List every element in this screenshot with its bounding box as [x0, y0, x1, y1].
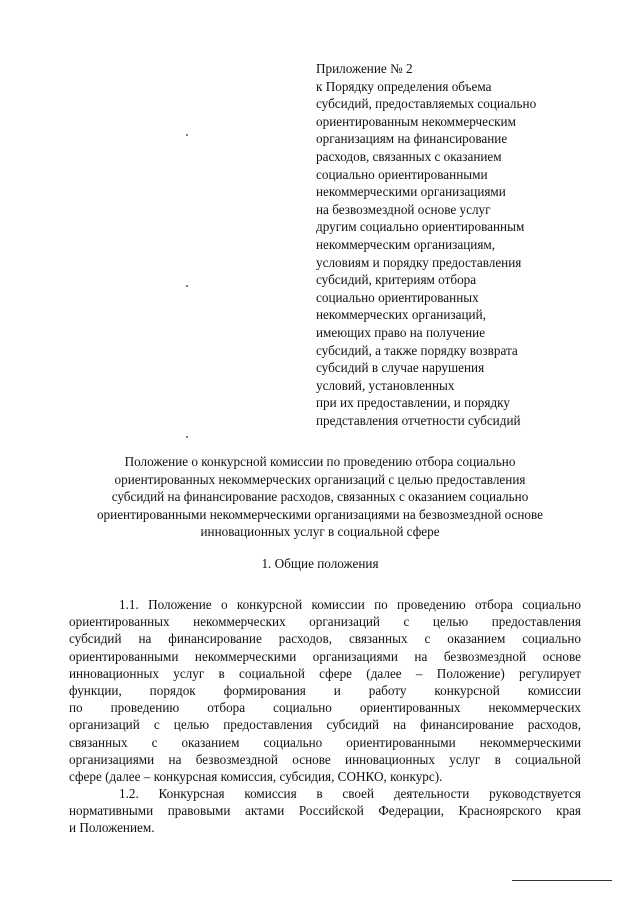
paragraph-2-line: и Положением. [69, 820, 155, 836]
annex-line: к Порядку определения объема [316, 78, 492, 94]
annex-line: организациям на финансирование [316, 131, 508, 147]
scan-speck [186, 134, 188, 136]
paragraph-1-line: организаций с целью предоставления субсидий на финансирование расходов, [69, 717, 581, 733]
annex-line: ориентированным некоммерческим [316, 113, 516, 129]
document-title-line: инновационных услуг в социальной сфере [200, 524, 440, 540]
document-title [60, 453, 580, 541]
annex-line: на безвозмездной основе услуг [316, 201, 491, 217]
section-heading: 1. Общие положения [261, 556, 379, 571]
annex-line: при их предоставлении, и порядку [316, 395, 510, 411]
paragraph-1-line: функции, порядок формирования и работу конкурсной комиссии [69, 682, 581, 698]
paragraph-1-line: субсидий на финансирование расходов, связанных с оказанием социально [69, 631, 581, 647]
scan-speck [186, 285, 188, 287]
paragraph-1-line: сфере (далее – конкурсная комиссия, субсидия, СОНКО, конкурс). [69, 768, 443, 784]
annex-line: социально ориентированными [316, 166, 488, 182]
document-title-line: Положение о конкурсной комиссии по проведению отбора социально [124, 454, 516, 469]
paragraph-1-line: ориентированных некоммерческих организаций с целью предоставления [69, 614, 581, 630]
scan-speck [186, 436, 188, 438]
annex-line: субсидий, а также порядку возврата [316, 342, 518, 358]
annex-line: некоммерческими организациями [316, 184, 506, 200]
paragraph-1-line: инновационных услуг в социальной сфере (далее – Положение) регулирует [69, 665, 581, 681]
annex-line: имеющих право на получение [316, 324, 486, 340]
annex-block [316, 60, 536, 429]
paragraph-1-line: связанных с оказанием социально ориентированными некоммерческими [69, 734, 581, 750]
annex-line: некоммерческим организациям, [316, 236, 496, 252]
document-title-line: ориентированными некоммерческими организациями на безвозмездной основе [96, 506, 544, 522]
document-title-line: ориентированных некоммерческих организаций с целью предоставления [114, 471, 526, 487]
annex-line: субсидий, предоставляемых социально [316, 96, 537, 112]
annex-line: другим социально ориентированным [316, 219, 525, 235]
document-title-line: субсидий на финансирование расходов, связанных с оказанием социально [111, 489, 529, 505]
annex-line: представления отчетности субсидий [316, 412, 521, 428]
paragraph-2-line: 1.2. Конкурсная комиссия в своей деятельности руководствуется [119, 786, 581, 802]
annex-line: некоммерческих организаций, [316, 307, 486, 323]
annex-line: социально ориентированных [316, 289, 479, 305]
paragraph-1-line: по проведению отбора социально ориентированных некоммерческих [69, 700, 581, 716]
footer-rule [512, 880, 612, 881]
paragraph-1-line: ориентированными некоммерческими организациями на безвозмездной основе [69, 648, 581, 664]
annex-title: Приложение № 2 [316, 61, 413, 76]
paragraph-1-line: 1.1. Положение о конкурсной комиссии по проведению отбора социально [119, 597, 581, 612]
annex-line: субсидий, критериям отбора [316, 272, 477, 288]
paragraph-1-line: организациями на безвозмездной основе инновационных услуг в социальной [69, 751, 581, 767]
paragraph-2-line: нормативными правовыми актами Российской Федерации, Красноярского края [69, 803, 581, 819]
body-text [69, 596, 581, 837]
annex-line: расходов, связанных с оказанием [316, 148, 502, 164]
annex-line: условий, установленных [316, 377, 455, 393]
annex-line: субсидий в случае нарушения [316, 360, 485, 376]
annex-line: условиям и порядку предоставления [316, 254, 522, 270]
